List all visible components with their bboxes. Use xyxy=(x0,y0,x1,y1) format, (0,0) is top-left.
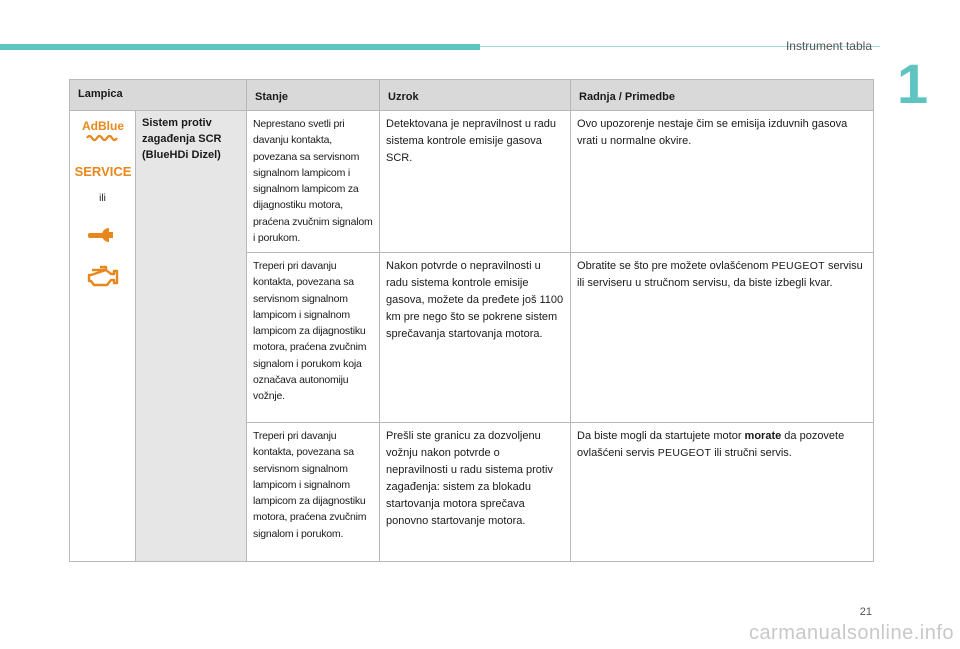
row-3-stanje: Treperi pri davanju kontakta, povezana sa servisnom signalnom lampicom i signalnom lampicom za dijagnostiku motora, praćena zvučnim signalom i porukom. xyxy=(247,423,380,562)
row-2-stanje: Treperi pri davanju kontakta, povezana sa servisnom signalnom lampicom i signalnom lampicom za dijagnostiku motora, praćena zvučnim signalom i porukom koja označava autonomiju vožnje. xyxy=(247,253,380,423)
header-accent-bar xyxy=(0,44,480,50)
header-uzrok: Uzrok xyxy=(380,80,571,111)
adblue-icon xyxy=(82,116,124,146)
emphasis-morate: morate xyxy=(744,430,782,443)
service-icon xyxy=(74,160,131,182)
row-3-uzrok: Prešli ste granicu za dozvoljenu vožnju nakon potvrde o nepravilnosti u radu sistema protiv zagađenja: sistem za blokadu startovanja motora sprečava ponovno startovanje motora. xyxy=(380,423,571,562)
row-1-stanje: Neprestano svetli pri davanju kontakta, povezana sa servisnom signalnom lampicom i signalnom lampicom za dijagnostiku motora, praćena zvučnim signalom i porukom. xyxy=(247,111,380,253)
section-title: Instrument tabla xyxy=(785,39,872,53)
engine-icon xyxy=(83,261,123,293)
table-header-row xyxy=(70,80,874,111)
table-row xyxy=(70,111,874,253)
header-stanje: Stanje xyxy=(247,80,380,111)
chapter-number: 1 xyxy=(897,52,929,115)
header-radnja: Radnja / Primedbe xyxy=(571,80,874,111)
or-label: ili xyxy=(99,193,106,204)
brand-name: PEUGEOT xyxy=(657,447,712,460)
svg-text:SERVICE: SERVICE xyxy=(74,164,131,179)
row-2-radnja: Obratite se što pre možete ovlašćenom PEUGEOT servisu ili serviseru u stručnom servisu, da biste izbegli kvar. xyxy=(571,253,874,423)
row-3-radnja: Da biste mogli da startujete motor morate da pozovete ovlašćeni servis PEUGEOT ili stručni servis. xyxy=(571,423,874,562)
svg-text:AdBlue: AdBlue xyxy=(81,119,124,133)
row-1-radnja: Ovo upozorenje nestaje čim se emisija izduvnih gasova vrati u normalne okvire. xyxy=(571,111,874,253)
warning-lamp-table xyxy=(69,79,874,562)
row-2-uzrok: Nakon potvrde o nepravilnosti u radu sistema kontrole emisije gasova, možete da pređete još 1100 km pre nego što se pokrene sistem sprečavanja startovanja motora. xyxy=(380,253,571,423)
wrench-icon xyxy=(83,225,123,245)
lamp-icons-cell xyxy=(70,111,136,562)
page-number: 21 xyxy=(859,606,872,618)
row-1-uzrok: Detektovana je nepravilnost u radu sistema kontrole emisije gasova SCR. xyxy=(380,111,571,253)
header-lampica: Lampica xyxy=(70,80,247,111)
lamp-name: Sistem protiv zagađenja SCR (BlueHDi Dizel) xyxy=(136,111,247,562)
brand-name: PEUGEOT xyxy=(771,260,825,273)
watermark: carmanualsonline.info xyxy=(748,622,954,644)
